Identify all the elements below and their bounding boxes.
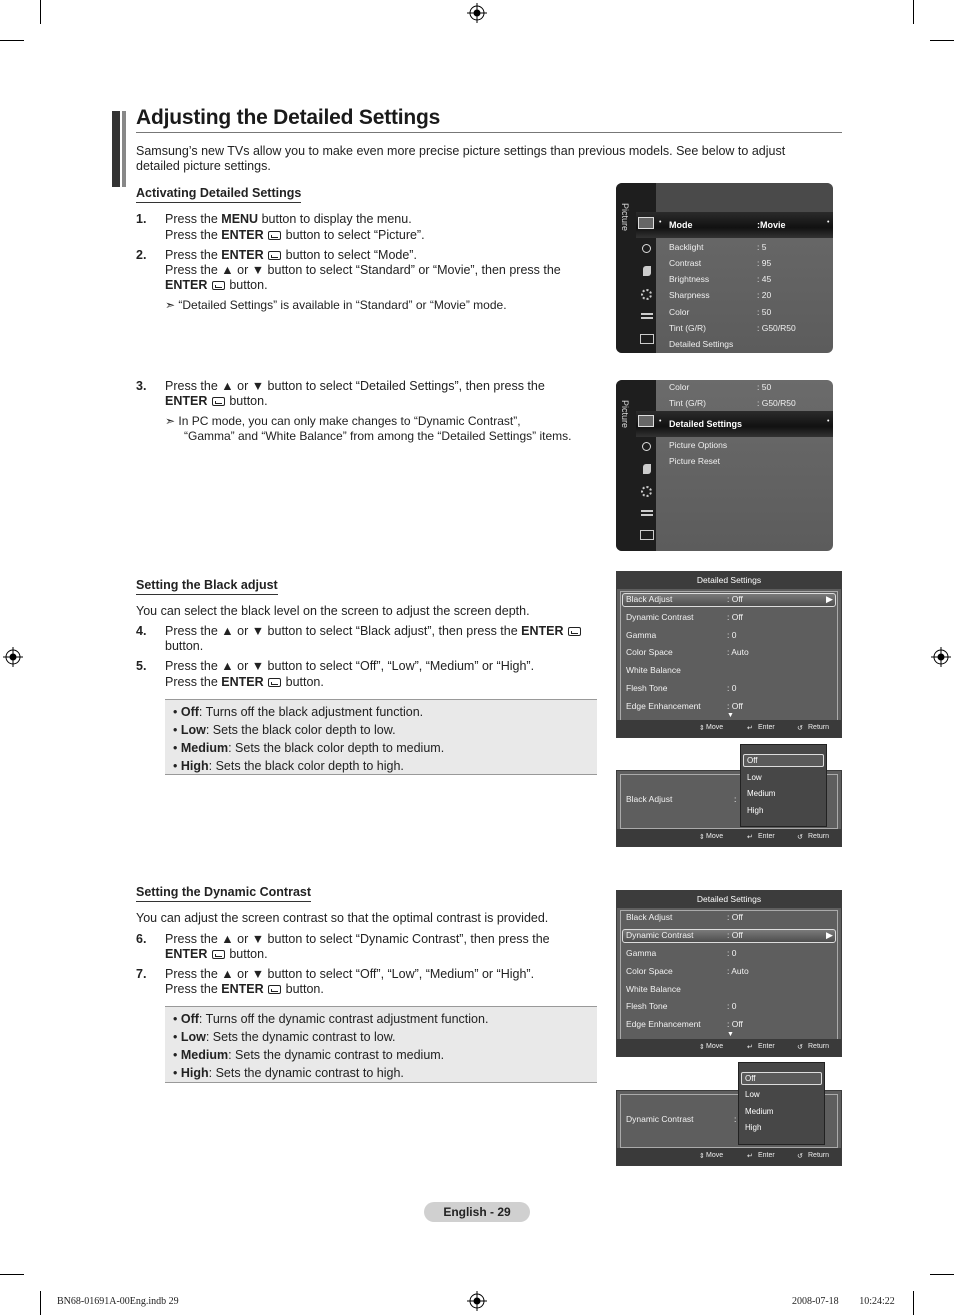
bullet-icon: • (659, 418, 662, 425)
setting-value: : 0 (727, 683, 737, 693)
registration-mark-icon (467, 3, 487, 23)
step-number: 4. (136, 624, 147, 638)
setting-color-space[interactable]: Color Space (626, 647, 673, 657)
menu-item-picture-options[interactable]: Picture Options (669, 440, 728, 450)
setting-value: : Off (727, 701, 743, 711)
bullet-icon: • (827, 219, 830, 226)
arrow-right-icon: ▶ (826, 930, 833, 940)
crop-mark (0, 40, 24, 41)
step-number: 1. (136, 212, 147, 226)
menu-item-color[interactable]: Color (669, 307, 690, 317)
option-item: • Medium: Sets the dynamic contrast to medium. (173, 1048, 445, 1062)
detailed-settings-header: Detailed Settings (617, 572, 841, 589)
enter-icon (212, 281, 225, 290)
menu-item-brightness[interactable]: Brightness (669, 274, 710, 284)
setting-edge-enhancement[interactable]: Edge Enhancement (626, 701, 701, 711)
footer-return: Return (808, 1043, 830, 1050)
enter-icon: ↵ (747, 1044, 753, 1051)
enter-icon: ↵ (747, 1153, 753, 1160)
enter-icon: ↵ (747, 725, 753, 732)
menu-item-tint[interactable]: Tint (G/R) (669, 398, 706, 408)
step-number: 2. (136, 248, 147, 262)
setting-gamma[interactable]: Gamma (626, 948, 657, 958)
intro-text: Samsung’s new TVs allow you to make even more precise picture settings than previous models. See below to adjust detailed picture settings. (136, 144, 786, 173)
enter-icon: ↵ (747, 834, 753, 841)
setting-value: : Off (727, 930, 743, 940)
step-number: 5. (136, 659, 147, 673)
menu-item-value: : 20 (757, 290, 772, 300)
step-3-line-b: ENTER button. (165, 394, 268, 408)
setting-flesh-tone[interactable]: Flesh Tone (626, 1001, 668, 1011)
bullet-icon: • (659, 219, 662, 226)
title-side-bar (122, 111, 126, 187)
step-1-line-a: Press the MENU button to display the menu. (165, 212, 412, 226)
popup-footer (617, 1148, 841, 1165)
step-2-line-a: Press the ENTER button to select “Mode”. (165, 248, 417, 262)
dynamic-contrast-intro: You can adjust the screen contrast so that the optimal contrast is provided. (136, 911, 549, 925)
crop-mark (40, 1291, 41, 1315)
registration-mark-icon (931, 647, 951, 667)
enter-icon (568, 627, 581, 636)
note-pc-mode: ➣ In PC mode, you can only make changes to “Dynamic Contrast”, (165, 414, 521, 428)
option-item: • High: Sets the black color depth to high. (173, 759, 404, 773)
setting-edge-enhancement[interactable]: Edge Enhancement (626, 1019, 701, 1029)
setting-value: : Auto (727, 647, 749, 657)
enter-icon (268, 251, 281, 260)
footer-return: Return (808, 1152, 830, 1159)
footer-enter: Enter (758, 833, 775, 840)
menu-item-mode: Mode (669, 220, 693, 230)
scroll-down-icon: ▼ (727, 712, 734, 719)
popup-footer (617, 829, 841, 846)
setting-gamma[interactable]: Gamma (626, 630, 657, 640)
return-icon: ↺ (797, 834, 803, 841)
setting-value: : Off (727, 612, 743, 622)
setup-gear-icon (641, 289, 652, 300)
step-3-line-a: Press the ▲ or ▼ button to select “Detailed Settings”, then press the (165, 379, 545, 393)
black-adjust-options-box (165, 699, 597, 775)
menu-item-value: : 95 (757, 258, 772, 268)
menu-item-detailed-settings[interactable]: Detailed Settings (669, 339, 734, 349)
setting-dynamic-contrast[interactable]: Dynamic Contrast (626, 612, 694, 622)
section-heading-dynamic-contrast: Setting the Dynamic Contrast (136, 885, 311, 902)
menu-item-detailed-settings: Detailed Settings (669, 419, 743, 429)
footer-move: Move (706, 1043, 724, 1050)
step-4-line-b: button. (165, 639, 204, 653)
menu-item-color[interactable]: Color (669, 382, 690, 392)
setting-value: : 0 (727, 948, 737, 958)
crop-mark (930, 1274, 954, 1275)
footer-filename: BN68-01691A-00Eng.indb 29 (57, 1296, 179, 1307)
footer-move: Move (706, 833, 724, 840)
tv-menu-screen-picture (616, 183, 833, 353)
step-2-line-b: Press the ▲ or ▼ button to select “Standard” or “Movie”, then press the (165, 263, 561, 277)
detailed-settings-header: Detailed Settings (617, 891, 841, 908)
dropdown-option-off[interactable]: Off (747, 756, 758, 765)
setting-white-balance[interactable]: White Balance (626, 665, 681, 675)
popup-setting-label: Black Adjust (626, 794, 673, 804)
tv-menu-screen-detailed (616, 380, 833, 551)
option-item: • Off: Turns off the black adjustment function. (173, 705, 424, 719)
footer-move: Move (706, 724, 724, 731)
menu-item-value: : 45 (757, 274, 772, 284)
enter-icon (268, 678, 281, 687)
black-adjust-intro: You can select the black level on the screen to adjust the screen depth. (136, 604, 530, 618)
setting-black-adjust[interactable]: Black Adjust (626, 594, 673, 604)
popup-colon: : (734, 794, 737, 804)
menu-item-mode-value: :Movie (757, 220, 786, 230)
dynamic-contrast-options-box (165, 1006, 597, 1083)
scroll-down-icon: ▼ (727, 1031, 734, 1038)
registration-mark-icon (467, 1291, 487, 1311)
setting-flesh-tone[interactable]: Flesh Tone (626, 683, 668, 693)
setting-value: : Off (727, 912, 743, 922)
setup-gear-icon (641, 486, 652, 497)
sound-icon (642, 244, 651, 253)
menu-side-label: Picture (620, 203, 630, 232)
option-item: • Low: Sets the black color depth to low. (173, 723, 396, 737)
return-icon: ↺ (797, 1044, 803, 1051)
setting-value: : Off (727, 1019, 743, 1029)
footer-return: Return (808, 724, 830, 731)
option-item: • Low: Sets the dynamic contrast to low. (173, 1030, 396, 1044)
section-heading-activating: Activating Detailed Settings (136, 186, 301, 203)
dynamic-contrast-dropdown[interactable] (738, 1062, 825, 1145)
crop-mark (913, 1291, 914, 1315)
popup-colon: : (734, 1114, 737, 1124)
detailed-settings-screen-black (616, 571, 842, 738)
enter-icon (268, 231, 281, 240)
crop-mark (930, 40, 954, 41)
dropdown-option-medium[interactable]: Medium (745, 1107, 774, 1116)
step-2-line-c: ENTER button. (165, 278, 268, 292)
option-item: • Medium: Sets the black color depth to medium. (173, 741, 445, 755)
setting-value: : Auto (727, 966, 749, 976)
black-adjust-dropdown[interactable] (740, 744, 827, 827)
footer-enter: Enter (758, 1152, 775, 1159)
step-7-line-b: Press the ENTER button. (165, 982, 324, 996)
crop-mark (40, 0, 41, 24)
page-title: Adjusting the Detailed Settings (136, 106, 441, 129)
menu-item-backlight[interactable]: Backlight (669, 242, 704, 252)
popup-setting-label: Dynamic Contrast (626, 1114, 694, 1124)
arrow-right-icon: ▶ (826, 594, 833, 604)
menu-item-value: : 50 (757, 307, 772, 317)
menu-item-picture-reset[interactable]: Picture Reset (669, 456, 721, 466)
step-5-line-b: Press the ENTER button. (165, 675, 324, 689)
registration-mark-icon (3, 647, 23, 667)
menu-side-label: Picture (620, 400, 630, 429)
step-number: 6. (136, 932, 147, 946)
enter-icon (212, 950, 225, 959)
step-6-line-b: ENTER button. (165, 947, 268, 961)
footer-return: Return (808, 833, 830, 840)
title-rule (136, 132, 842, 133)
footer-enter: Enter (758, 1043, 775, 1050)
note-pc-mode-cont: “Gamma” and “White Balance” from among the “Detailed Settings” items. (184, 429, 572, 443)
menu-item-tint[interactable]: Tint (G/R) (669, 323, 706, 333)
setting-value: : 0 (727, 630, 737, 640)
dropdown-option-off[interactable]: Off (745, 1074, 756, 1083)
setting-dynamic-contrast[interactable]: Dynamic Contrast (626, 930, 694, 940)
picture-icon (638, 415, 654, 427)
dropdown-option-medium[interactable]: Medium (747, 789, 776, 798)
detailed-settings-footer (617, 720, 841, 737)
sound-icon (642, 442, 651, 451)
title-side-bar (112, 111, 120, 187)
note-detailed-availability: ➣ “Detailed Settings” is available in “Standard” or “Movie” mode. (165, 298, 507, 312)
application-icon (640, 334, 654, 344)
setting-color-space[interactable]: Color Space (626, 966, 673, 976)
move-icon: ⇕ (699, 1044, 705, 1051)
dropdown-option-low[interactable]: Low (745, 1090, 760, 1099)
footer-timestamp: 2008-07-18 ￿￿ 10:24:22 (792, 1296, 895, 1307)
picture-icon (638, 217, 654, 229)
footer-enter: Enter (758, 724, 775, 731)
menu-item-value: : G50/R50 (757, 398, 796, 408)
move-icon: ⇕ (699, 1153, 705, 1160)
move-icon: ⇕ (699, 725, 705, 732)
footer-move: Move (706, 1152, 724, 1159)
move-icon: ⇕ (699, 834, 705, 841)
option-item: • High: Sets the dynamic contrast to high. (173, 1066, 404, 1080)
enter-icon (268, 985, 281, 994)
menu-item-sharpness[interactable]: Sharpness (669, 290, 710, 300)
setting-white-balance[interactable]: White Balance (626, 984, 681, 994)
channel-icon (643, 266, 651, 276)
menu-item-value: : 50 (757, 382, 772, 392)
section-heading-black-adjust: Setting the Black adjust (136, 578, 278, 595)
step-4-line-a: Press the ▲ or ▼ button to select “Black adjust”, then press the ENTER (165, 624, 582, 640)
page-number-badge: English - 29 (424, 1202, 530, 1222)
dropdown-option-high[interactable]: High (747, 806, 764, 815)
step-6-line-a: Press the ▲ or ▼ button to select “Dynamic Contrast”, then press the (165, 932, 550, 946)
bullet-icon: • (827, 418, 830, 425)
setting-value: : Off (727, 594, 743, 604)
enter-icon (212, 397, 225, 406)
dropdown-option-high[interactable]: High (745, 1123, 762, 1132)
step-1-line-b: Press the ENTER button to select “Picture”. (165, 228, 425, 242)
menu-highlight-bar[interactable] (636, 212, 833, 238)
detailed-settings-footer (617, 1039, 841, 1056)
setting-value: : 0 (727, 1001, 737, 1011)
menu-item-contrast[interactable]: Contrast (669, 258, 702, 268)
crop-mark (913, 0, 914, 24)
crop-mark (0, 1274, 24, 1275)
step-7-line-a: Press the ▲ or ▼ button to select “Off”, “Low”, “Medium” or “High”. (165, 967, 535, 981)
step-5-line-a: Press the ▲ or ▼ button to select “Off”, “Low”, “Medium” or “High”. (165, 659, 535, 673)
application-icon (640, 530, 654, 540)
menu-top-band (656, 183, 833, 213)
option-item: • Off: Turns off the dynamic contrast adjustment function. (173, 1012, 489, 1026)
channel-icon (643, 464, 651, 474)
return-icon: ↺ (797, 1153, 803, 1160)
input-icon (641, 313, 653, 319)
dropdown-option-low[interactable]: Low (747, 773, 762, 782)
step-number: 7. (136, 967, 147, 981)
setting-black-adjust[interactable]: Black Adjust (626, 912, 673, 922)
input-icon (641, 510, 653, 516)
menu-item-value: : 5 (757, 242, 767, 252)
menu-item-value: : G50/R50 (757, 323, 796, 333)
step-number: 3. (136, 379, 147, 393)
detailed-settings-screen-dynamic (616, 890, 842, 1057)
return-icon: ↺ (797, 725, 803, 732)
